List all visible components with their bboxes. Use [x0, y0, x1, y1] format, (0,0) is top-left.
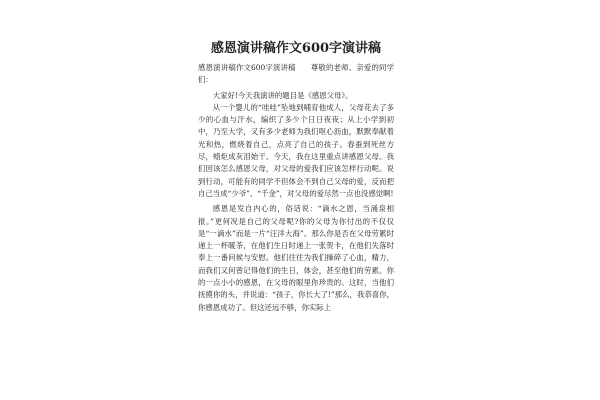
intro-line: 感恩演讲稿作文600字演讲稿 尊敬的老师、亲爱的同学们：	[198, 63, 394, 85]
article	[198, 40, 394, 314]
paragraph-2: 从一个婴儿的“哇哇”坠地到哺育他成人，父母花去了多少的心血与汗水，编织了多少个日日夜夜；从上小学到初中，乃至大学，又有多少老师为我们呕心沥血，默默奉献着光和热，燃烧着自己，点亮了自己的孩子。春蚕到死丝方尽，蜡炬成灰泪始干。今天，我在这里重点讲感恩父母。我们因该怎么感恩父母，对父母的爱我们应该怎样行动呢。说到行动，可能有的同学不但体会不到自己父母的爱，反而把自己当成“少爷”、“千金”，对父母的爱尽然一点也没感觉啊!	[198, 102, 394, 198]
article-title: 感恩演讲稿作文600字演讲稿	[210, 41, 382, 56]
paragraph-1: 大家好!今天我演讲的题目是《感恩父母》。	[212, 90, 353, 100]
paragraph-3: 感恩是发自内心的，俗话说：“滴水之恩，当涌泉相报。”更何况是自己的父母呢?你的父母为你付出的不仅仅是“一滴水”而是一片“汪洋大海”。那么你是否在父母劳累时递上一杯暖茶，在他们生日时递上一张贺卡，在他们失落时奉上一番问候与安慰。他们往往为我们操碎了心血，精力，而我们又何曾记得他们的生日，体会，甚至他们的劳累。你的一点小小的感恩，在父母的眼里你珍贵的。这时，当他们抚摸你的头，并说道：“孩子，你长大了!”那么，我恭喜你，你感恩成功了。但这还远不够，你实际上	[198, 204, 394, 312]
